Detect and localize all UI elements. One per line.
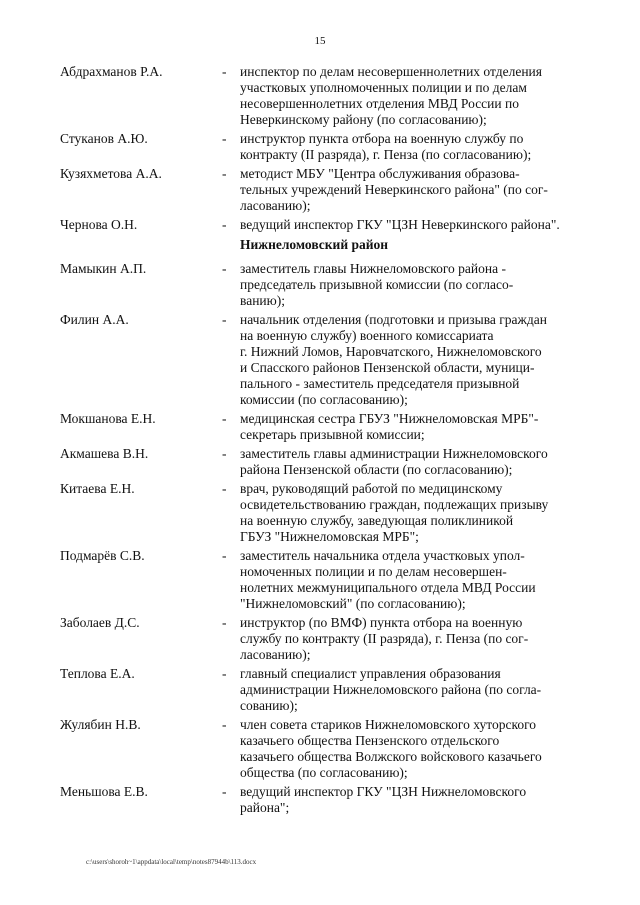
dash-separator: - <box>222 64 227 79</box>
person-role: инструктор пункта отбора на военную службу по контракту (II разряда), г. Пенза (по согласованию); <box>240 131 532 162</box>
dash-separator: - <box>222 166 227 181</box>
person-name: Стуканов А.Ю. <box>60 131 148 146</box>
person-role: методист МБУ "Центра обслуживания образова- тельных учреждений Неверкинского района" (по сог- ласованию); <box>240 166 548 213</box>
dash-separator: - <box>222 312 227 327</box>
list-item <box>60 217 590 233</box>
dash-separator: - <box>222 717 227 732</box>
person-role: главный специалист управления образования администрации Нижнеломовского района (по согла- сованию); <box>240 666 542 713</box>
person-role: заместитель начальника отдела участковых упол- номоченных полиции и по делам несовершен- нолетних межмуниципального отдела МВД России "Нижнеломовский" (по согласованию); <box>240 548 536 611</box>
entries-before <box>60 64 590 233</box>
list-item <box>60 64 590 128</box>
dash-separator: - <box>222 446 227 461</box>
person-name: Кузяхметова А.А. <box>60 166 162 181</box>
person-name: Филин А.А. <box>60 312 129 327</box>
list-item <box>60 666 590 714</box>
person-name: Мамыкин А.П. <box>60 261 147 276</box>
footer-file-path: c:\users\shoroh~1\appdata\local\temp\notes87944b\113.docx <box>86 858 257 866</box>
dash-separator: - <box>222 411 227 426</box>
list-item <box>60 446 590 478</box>
list-item <box>60 312 590 408</box>
person-name: Подмарёв С.В. <box>60 548 145 563</box>
list-item <box>60 615 590 663</box>
person-role: заместитель главы администрации Нижнеломовского района Пензенской области (по согласованию); <box>240 446 548 477</box>
list-item <box>60 548 590 612</box>
person-role: член совета стариков Нижнеломовского хуторского казачьего общества Пензенского отдельского казачьего общества Волжского войскового казачьего общества (по согласованию); <box>240 717 542 780</box>
person-name: Меньшова Е.В. <box>60 784 148 799</box>
person-role: инструктор (по ВМФ) пункта отбора на военную службу по контракту (II разряда), г. Пенза (по сог- ласованию); <box>240 615 529 662</box>
person-role: инспектор по делам несовершеннолетних отделения участковых уполномоченных полиции и по делам несовершеннолетних отделения МВД России по Неверкинскому району (по согласованию); <box>240 64 542 127</box>
person-name: Абдрахманов Р.А. <box>60 64 163 79</box>
list-item <box>60 481 590 545</box>
entries-after <box>60 261 590 816</box>
person-role: медицинская сестра ГБУЗ "Нижнеломовская МРБ"- секретарь призывной комиссии; <box>240 411 539 442</box>
list-item <box>60 411 590 443</box>
dash-separator: - <box>222 481 227 496</box>
person-role: врач, руководящий работой по медицинскому освидетельствованию граждан, подлежащих призыву на военную службу, заведующая поликлиникой ГБУЗ "Нижнеломовская МРБ"; <box>240 481 549 544</box>
person-name: Теплова Е.А. <box>60 666 135 681</box>
list-item <box>60 261 590 309</box>
dash-separator: - <box>222 548 227 563</box>
person-role: заместитель главы Нижнеломовского района - председатель призывной комиссии (по согласо- ванию); <box>240 261 514 308</box>
person-name: Жулябин Н.В. <box>60 717 141 732</box>
person-name: Китаева Е.Н. <box>60 481 135 496</box>
dash-separator: - <box>222 784 227 799</box>
list-item <box>60 131 590 163</box>
list-item <box>60 784 590 816</box>
person-name: Заболаев Д.С. <box>60 615 140 630</box>
list-item <box>60 717 590 781</box>
section-heading: Нижнеломовский район <box>240 237 389 252</box>
commission-list <box>60 64 590 819</box>
dash-separator: - <box>222 666 227 681</box>
person-name: Мокшанова Е.Н. <box>60 411 156 426</box>
page-number: 15 <box>314 35 326 47</box>
dash-separator: - <box>222 615 227 630</box>
person-name: Акмашева В.Н. <box>60 446 149 461</box>
dash-separator: - <box>222 217 227 232</box>
person-role: ведущий инспектор ГКУ "ЦЗН Нижнеломовского района"; <box>240 784 527 815</box>
person-role: ведущий инспектор ГКУ "ЦЗН Неверкинского района". <box>240 217 560 232</box>
list-item <box>60 166 590 214</box>
dash-separator: - <box>222 131 227 146</box>
person-name: Чернова О.Н. <box>60 217 138 232</box>
dash-separator: - <box>222 261 227 276</box>
person-role: начальник отделения (подготовки и призыва граждан на военную службу) военного комиссариата г. Нижний Ломов, Наровчатского, Нижнеломовского и Спасского районов Пензенской области, муници- пального - заместитель председателя призывной комиссии (по согласованию); <box>240 312 547 407</box>
